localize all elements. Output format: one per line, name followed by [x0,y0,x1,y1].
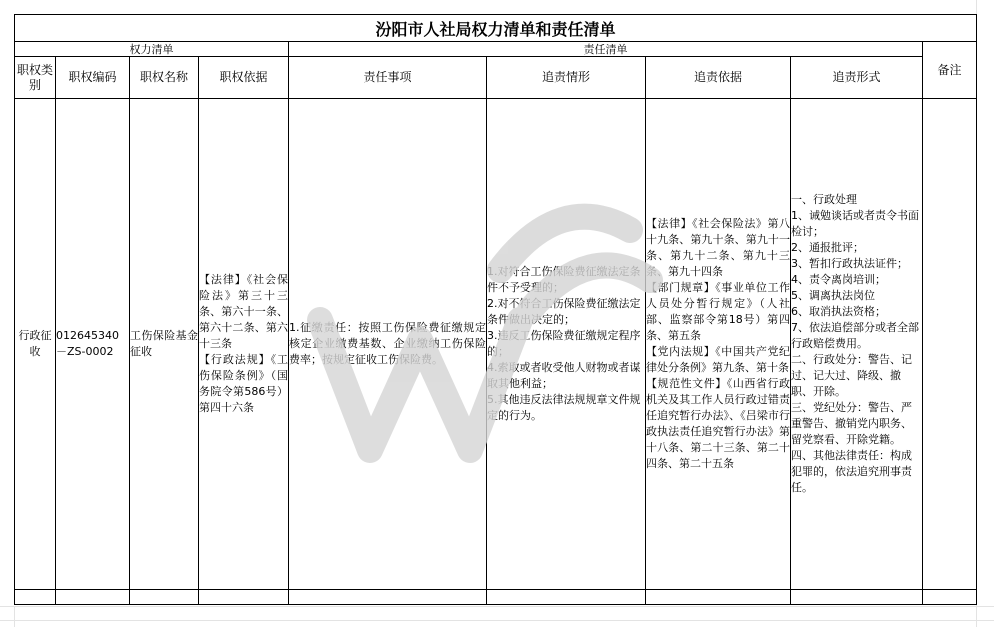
name-cell: 工伤保险基金征收 [130,99,199,590]
accountability-basis-header: 追责依据 [646,57,791,99]
basis-header: 职权依据 [199,57,289,99]
accountability-case-cell: 1.对符合工伤保险费征缴法定条件不予受理的； 2.对不符合工伤保险费征缴法定条件做出决定的； 3.违反工伤保险费征缴规定程序的； 4.索取或者收受他人财物或者谋取其他利益； 5.其他违反法律法规规章文件规定的行为。 [487,99,646,590]
duty-item-cell: 1.征缴责任：按照工伤保险费征缴规定核定企业缴费基数、企业缴纳工伤保险费率；按规定征收工伤保险费。 [289,99,487,590]
category-cell: 行政征收 [15,99,56,590]
accountability-basis-cell: 【法律】《社会保险法》第八十九条、第九十条、第九十一条、第九十二条、第九十三条、第九十四条 【部门规章】《事业单位工作人员处分暂行规定》（人社部、监察部令第18号）第四条、第五条 【党内法规】《中国共产党纪律处分条例》第九条、第十条 【规范性文件】《山西省行政机关及其工作人员行政过错责任追究暂行办法》、《吕梁市行政执法责任追究暂行办法》第十八条、第二十三条、第二十四条、第二十五条 [646,99,791,590]
duty-list-group-header: 责任清单 [289,42,923,57]
document-title: 汾阳市人社局权力清单和责任清单 [15,15,977,42]
code-cell: 012645340－ZS-0002 [56,99,130,590]
table-row [15,99,977,590]
accountability-form-header: 追责形式 [791,57,923,99]
power-list-group-header: 权力清单 [15,42,289,57]
name-header: 职权名称 [130,57,199,99]
remarks-cell [923,99,977,590]
basis-cell: 【法律】《社会保险法》第三十三条、第六十一条、第六十二条、第六十三条 【行政法规】《工伤保险条例》（国务院令第586号）第四十六条 [199,99,289,590]
responsibility-table [14,14,977,605]
remarks-header: 备注 [923,42,977,99]
accountability-form-cell: 一、行政处理 1、诫勉谈话或者责令书面检讨； 2、通报批评； 3、暂扣行政执法证件； 4、责令离岗培训； 5、调离执法岗位 6、取消执法资格； 7、依法追偿部分或者全部行政赔偿费用。 二、行政处分：警告、记过、记大过、降级、撤职、开除。 三、党纪处分：警告、严重警告、撤销党内职务、留党察看、开除党籍。 四、其他法律责任：构成犯罪的，依法追究刑事责任。 [791,99,923,590]
category-header: 职权类别 [15,57,56,99]
empty-row [15,590,977,605]
accountability-case-header: 追责情形 [487,57,646,99]
code-header: 职权编码 [56,57,130,99]
duty-item-header: 责任事项 [289,57,487,99]
